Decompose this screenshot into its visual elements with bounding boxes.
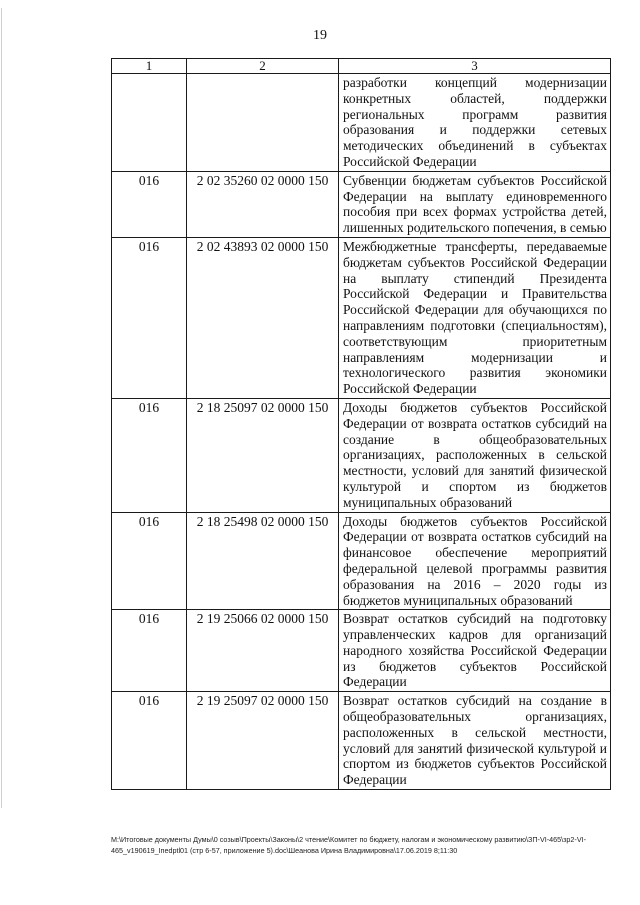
budget-code-cell [187,74,339,172]
budget-code-cell: 2 02 35260 02 0000 150 [187,171,339,237]
column-header: 2 [187,59,339,74]
footer-line: 465_v190619_Іпеdptl01 (стр 6-57, приложение 5).doc\Шеанова Ирина Владимировна\17.06.2019 8;11:30 [111,846,458,855]
description-cell: Субвенции бюджетам субъектов Российской Федерации на выплату единовременного пособия при всех формах устройства детей, лишенных родительского попечения, в семью [339,171,611,237]
admin-code-cell: 016 [112,692,187,790]
admin-code-cell: 016 [112,398,187,512]
table-row [112,512,611,610]
table-row [112,237,611,398]
budget-code-cell: 2 18 25097 02 0000 150 [187,398,339,512]
budget-code-cell: 2 19 25066 02 0000 150 [187,610,339,692]
budget-code-cell: 2 02 43893 02 0000 150 [187,237,339,398]
table-header-row [112,59,611,74]
admin-code-cell: 016 [112,171,187,237]
description-cell: разработки концепций модернизации конкретных областей, поддержки региональных программ развития образования и поддержки сетевых методических объединений в субъектах Российской Федерации [339,74,611,172]
description-cell: Межбюджетные трансферты, передаваемые бюджетам субъектов Российской Федерации на выплату стипендий Президента Российской Федерации и Правительства Российской Федерации для обучающихся по направлениям подготовки (специальностям), соответствующим приоритетным направлениям модернизации и технологического развития экономики Российской Федерации [339,237,611,398]
file-path-footer [111,834,616,856]
table-row [112,610,611,692]
table-row [112,692,611,790]
budget-code-cell: 2 18 25498 02 0000 150 [187,512,339,610]
description-cell: Доходы бюджетов субъектов Российской Федерации от возврата остатков субсидий на создание в общеобразовательных организациях, расположенных в сельской местности, условий для занятий физической культурой и спортом из бюджетов муниципальных образований [339,398,611,512]
table-row [112,74,611,172]
admin-code-cell: 016 [112,610,187,692]
admin-code-cell: 016 [112,237,187,398]
description-cell: Доходы бюджетов субъектов Российской Федерации от возврата остатков субсидий на финансовое обеспечение мероприятий федеральной целевой программы развития образования на 2016 – 2020 годы из бюджетов муниципальных образований [339,512,611,610]
admin-code-cell: 016 [112,512,187,610]
admin-code-cell [112,74,187,172]
column-header: 1 [112,59,187,74]
description-cell: Возврат остатков субсидий на создание в общеобразовательных организациях, расположенных в сельской местности, условий для занятий физической культурой и спортом из бюджетов субъектов Российской Федерации [339,692,611,790]
column-header: 3 [339,59,611,74]
scan-edge-line [1,8,2,808]
table-row [112,398,611,512]
table-row [112,171,611,237]
page-number: 19 [313,28,327,43]
description-cell: Возврат остатков субсидий на подготовку управленческих кадров для организаций народного хозяйства Российской Федерации из бюджетов субъектов Российской Федерации [339,610,611,692]
budget-code-cell: 2 19 25097 02 0000 150 [187,692,339,790]
footer-line: М:\Итоговые документы Думы\0 созыв\Проекты\Законы\2 чтение\Комитет по бюджету, налогам и экономическому развитию\ЗП-VI-465\зр2-VI- [111,835,586,844]
budget-codes-table [111,58,611,790]
